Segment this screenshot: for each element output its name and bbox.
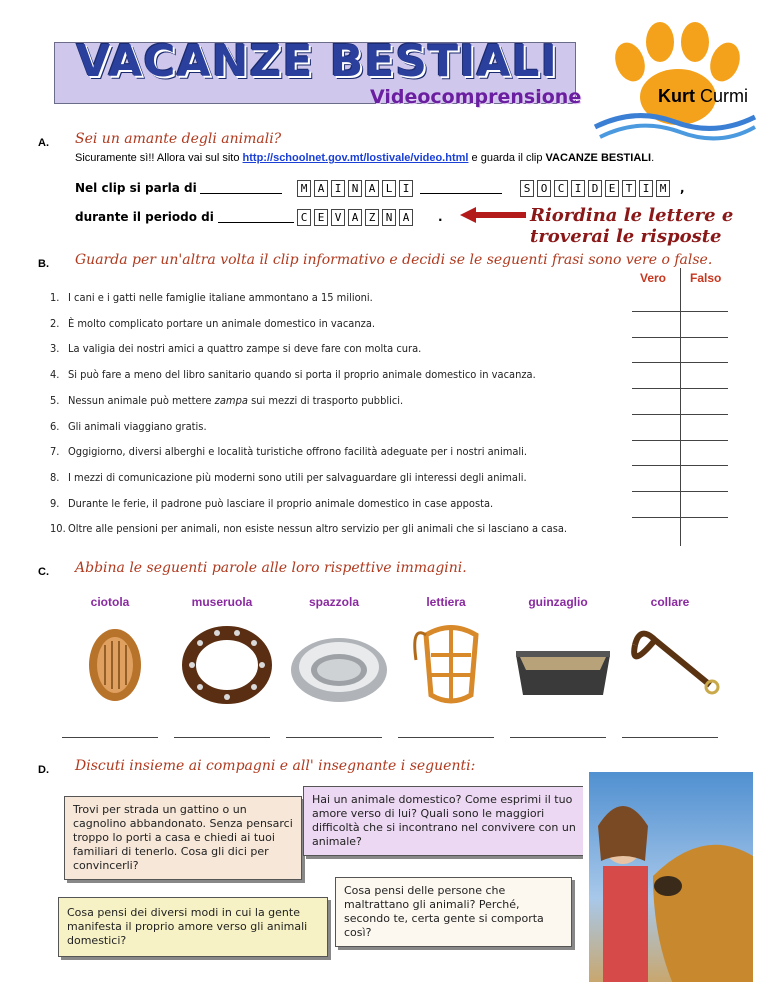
anagram-letter: C — [554, 180, 568, 197]
anagram-3 — [297, 209, 413, 226]
litter-box-image — [508, 615, 618, 710]
word-ciotola: ciotola — [90, 595, 130, 609]
table-divider — [680, 268, 681, 546]
anagram-1 — [297, 180, 413, 197]
period: . — [438, 210, 443, 224]
answer-blank-1[interactable] — [200, 193, 282, 194]
anagram-letter: N — [382, 209, 396, 226]
answer-line-3[interactable] — [286, 737, 382, 738]
answer-line-1[interactable] — [62, 737, 158, 738]
author-name: Kurt Curmi — [658, 86, 749, 106]
anagram-letter: M — [656, 180, 670, 197]
answer-row-line[interactable] — [632, 491, 728, 492]
anagram-letter: Z — [365, 209, 379, 226]
word-spazzola: spazzola — [308, 595, 359, 609]
answer-line-6[interactable] — [622, 737, 718, 738]
discussion-box-4: Cosa pensi delle persone che maltrattano gli animali? Perché, secondo te, certa gente si comporta così? — [335, 877, 572, 947]
anagram-letter: I — [331, 180, 345, 197]
anagram-letter: E — [314, 209, 328, 226]
answer-blank-3[interactable] — [218, 222, 294, 223]
anagram-letter: I — [571, 180, 585, 197]
section-c-title: Abbina le seguenti parole alle loro rispettive immagini. — [75, 560, 467, 576]
hint-text: Riordina le lettere e troverai le risposte — [530, 205, 734, 247]
anagram-letter: A — [314, 180, 328, 197]
brush-image — [60, 615, 170, 710]
column-true: Vero — [640, 271, 667, 285]
statement-10: 10. Oltre alle pensioni per animali, non esiste nessun altro servizio per gli animali che si lasciano a casa. — [50, 522, 568, 535]
muzzle-image — [396, 615, 506, 710]
anagram-letter: S — [520, 180, 534, 197]
answer-line-2[interactable] — [174, 737, 270, 738]
anagram-letter: A — [348, 209, 362, 226]
answer-row-line[interactable] — [632, 465, 728, 466]
collar-image — [172, 615, 282, 710]
answer-row-line[interactable] — [632, 388, 728, 389]
anagram-letter: I — [399, 180, 413, 197]
word-museruola: museruola — [191, 595, 253, 609]
statement-2: 2. È molto complicato portare un animale domestico in vacanza. — [50, 317, 376, 330]
answer-row-line[interactable] — [632, 414, 728, 415]
answer-row-line[interactable] — [632, 440, 728, 441]
answer-blank-2[interactable] — [420, 193, 502, 194]
anagram-letter: D — [588, 180, 602, 197]
section-a-intro: Sicuramente sì!! Allora vai sul sito http://schoolnet.gov.mt/lostivale/video.html e guarda il clip VACANZE BESTIALI. — [75, 152, 655, 164]
statement-5: 5. Nessun animale può mettere zampa sui mezzi di trasporto pubblici. — [50, 394, 404, 407]
column-false: Falso — [690, 271, 722, 285]
section-d-title: Discuti insieme ai compagni e all' insegnante i seguenti: — [75, 758, 476, 774]
anagram-letter: I — [639, 180, 653, 197]
word-lettiera: lettiera — [426, 595, 466, 609]
bowl-image — [284, 615, 394, 710]
discussion-box-3: Hai un animale domestico? Come esprimi il tuo amore verso di lui? Quali sono le maggiori difficoltà che si incontrano nel convivere con un animale? — [303, 786, 587, 856]
anagram-letter: A — [365, 180, 379, 197]
anagram-2 — [520, 180, 670, 197]
section-c-letter: C. — [38, 566, 49, 578]
anagram-letter: E — [605, 180, 619, 197]
answer-row-line[interactable] — [632, 517, 728, 518]
statement-1: 1. I cani e i gatti nelle famiglie italiane ammontano a 15 milioni. — [50, 291, 373, 304]
discussion-box-2: Cosa pensi dei diversi modi in cui la gente manifesta il proprio amore verso gli animali domestici? — [58, 897, 328, 957]
answer-line-4[interactable] — [398, 737, 494, 738]
statement-9: 9. Durante le ferie, il padrone può lasciare il proprio animale domestico in case apposta. — [50, 497, 494, 510]
line2-label: durante il periodo di — [75, 210, 214, 224]
paw-logo-icon — [590, 22, 760, 142]
anagram-letter: A — [399, 209, 413, 226]
answer-line-5[interactable] — [510, 737, 606, 738]
anagram-letter: T — [622, 180, 636, 197]
anagram-letter: C — [297, 209, 311, 226]
video-link[interactable]: http://schoolnet.gov.mt/lostivale/video.html — [242, 152, 469, 164]
girl-and-dog-photo — [583, 766, 759, 988]
anagram-letter: N — [348, 180, 362, 197]
comma: , — [680, 181, 685, 195]
section-b-letter: B. — [38, 258, 49, 270]
statement-3: 3. La valigia dei nostri amici a quattro zampe si deve fare con molta cura. — [50, 342, 422, 355]
line1-label: Nel clip si parla di — [75, 181, 197, 195]
answer-row-line[interactable] — [632, 337, 728, 338]
statement-8: 8. I mezzi di comunicazione più moderni sono utili per salvaguardare gli interessi degli animali. — [50, 471, 527, 484]
section-d-letter: D. — [38, 764, 49, 776]
word-collare: collare — [650, 595, 690, 609]
discussion-box-1: Trovi per strada un gattino o un cagnolino abbandonato. Senza pensarci troppo lo porti a casa e chiedi ai tuoi familiari di tenerlo. Cosa gli dici per convincerli? — [64, 796, 302, 880]
section-a-letter: A. — [38, 137, 49, 149]
anagram-letter: M — [297, 180, 311, 197]
anagram-letter: O — [537, 180, 551, 197]
word-guinzaglio: guinzaglio — [528, 595, 588, 609]
statement-7: 7. Oggigiorno, diversi alberghi e località turistiche offrono facilità adeguate per i nostri animali. — [50, 445, 528, 458]
page-subtitle: Videocomprensione — [370, 86, 582, 108]
anagram-letter: V — [331, 209, 345, 226]
section-b-title: Guarda per un'altra volta il clip informativo e decidi se le seguenti frasi sono vere o false. — [75, 252, 713, 268]
statement-4: 4. Si può fare a meno del libro sanitario quando si porta il proprio animale domestico in vacanza. — [50, 368, 536, 381]
anagram-letter: L — [382, 180, 396, 197]
arrow-left-icon — [460, 207, 526, 223]
page-title: VACANZE BESTIALI — [76, 36, 558, 87]
statement-6: 6. Gli animali viaggiano gratis. — [50, 420, 207, 433]
answer-row-line[interactable] — [632, 362, 728, 363]
leash-image — [620, 615, 730, 710]
section-a-title: Sei un amante degli animali? — [75, 131, 282, 147]
answer-row-line[interactable] — [632, 311, 728, 312]
